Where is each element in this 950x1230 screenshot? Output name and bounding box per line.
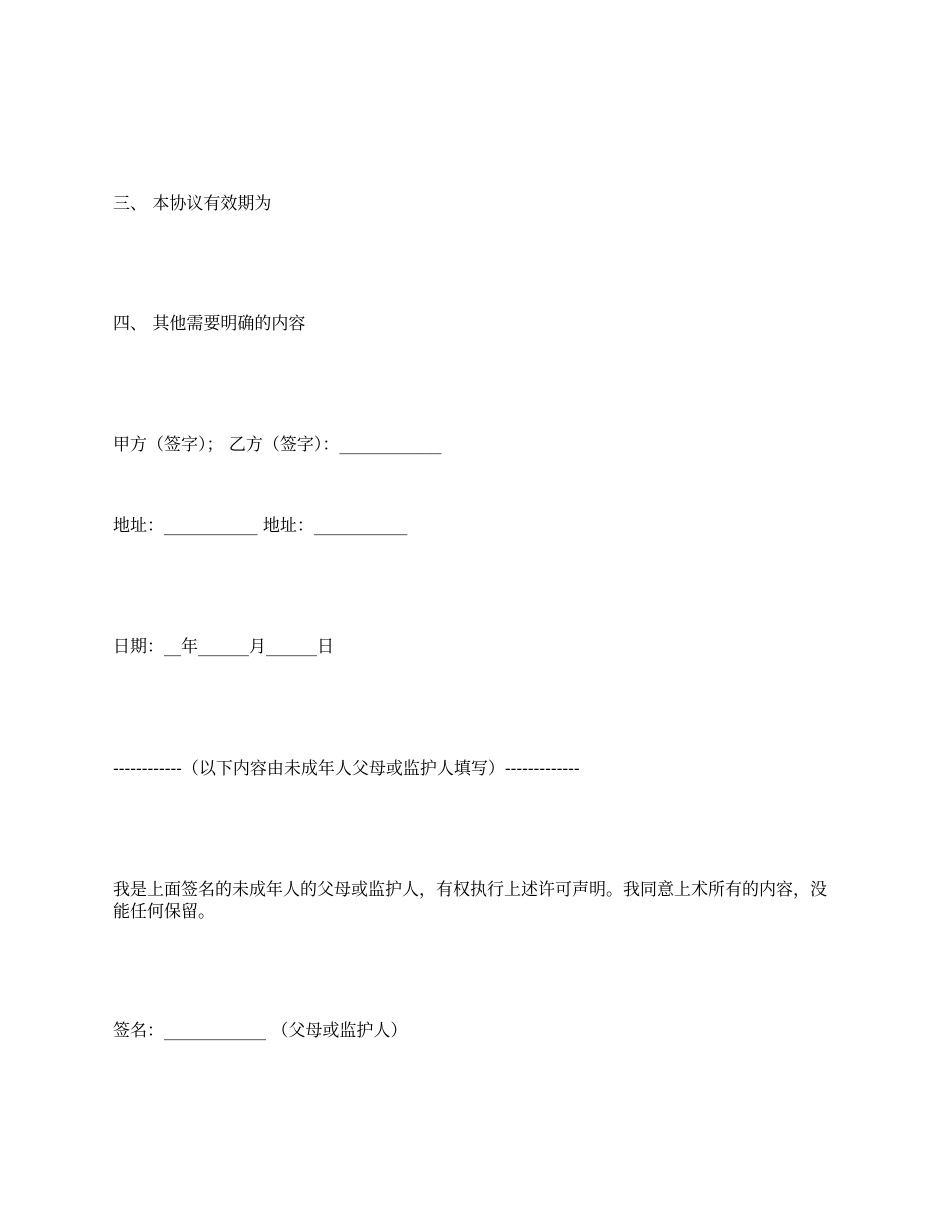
section-3-validity: 三、 本协议有效期为 (113, 194, 272, 214)
addresses-line: 地址：___________ 地址：___________ (113, 516, 408, 536)
guardian-section-divider: ------------（以下内容由未成年人父母或监护人填写）------------- (113, 759, 580, 779)
guardian-statement: 我是上面签名的未成年人的父母或监护人，有权执行上述许可声明。我同意上术所有的内容，没能任何保留。 (113, 880, 827, 922)
parties-signature-line: 甲方（签字）； 乙方（签字）：____________ (113, 435, 442, 455)
section-4-other-content: 四、 其他需要明确的内容 (113, 314, 306, 334)
guardian-signature-line: 签名：____________ （父母或监护人） (113, 1021, 408, 1041)
date-line: 日期：__年______月______日 (113, 637, 334, 657)
